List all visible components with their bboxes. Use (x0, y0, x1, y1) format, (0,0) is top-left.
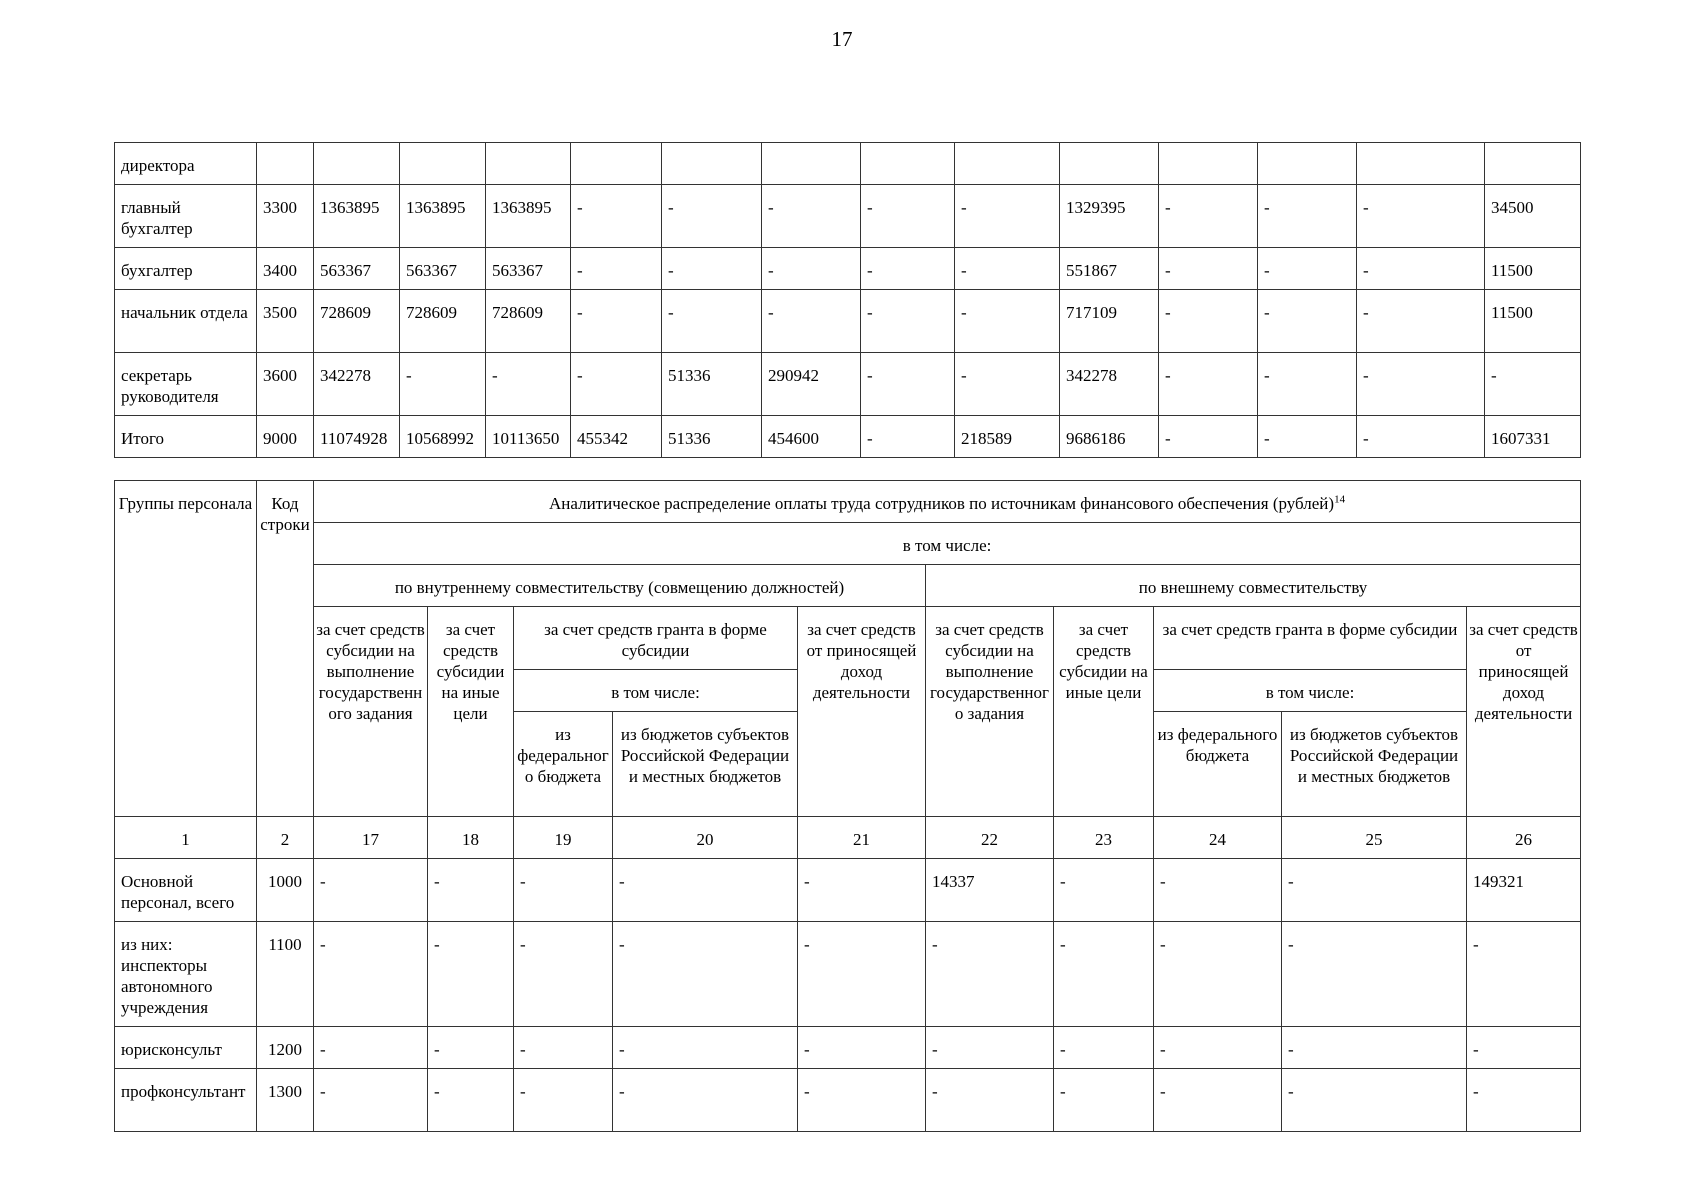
cell: - (1159, 248, 1258, 290)
cell: - (1357, 248, 1485, 290)
cell: - (514, 1027, 613, 1069)
column-number-row (115, 817, 1581, 859)
header-ext-in-total: в том числе: (1154, 670, 1467, 712)
cell: - (1467, 1027, 1581, 1069)
cell: - (1282, 859, 1467, 922)
row-code: 1200 (257, 1027, 314, 1069)
cell: 455342 (571, 416, 662, 458)
cell: - (1258, 290, 1357, 353)
cell: - (762, 185, 861, 248)
table-row (115, 859, 1581, 922)
header-int-regional: из бюджетов субъектов Российской Федерации и местных бюджетов (613, 712, 798, 817)
cell: - (1258, 416, 1357, 458)
row-label: директора (115, 143, 257, 185)
cell: - (1258, 248, 1357, 290)
cell: - (613, 1027, 798, 1069)
cell: - (762, 290, 861, 353)
header-ext-federal: из федерального бюджета (1154, 712, 1282, 817)
row-code: 1000 (257, 859, 314, 922)
cell: - (1054, 1069, 1154, 1132)
header-ext-subsidy-task: за счет средств субсидии на выполнение государственного задания (926, 607, 1054, 817)
cell (314, 143, 400, 185)
cell: 1363895 (400, 185, 486, 248)
cell: - (1054, 1027, 1154, 1069)
cell: - (571, 353, 662, 416)
row-code: 1300 (257, 1069, 314, 1132)
payroll-table-continued (114, 142, 1581, 458)
column-number: 19 (514, 817, 613, 859)
column-number: 20 (613, 817, 798, 859)
column-number: 22 (926, 817, 1054, 859)
cell: - (1159, 185, 1258, 248)
cell: - (571, 185, 662, 248)
row-code: 3300 (257, 185, 314, 248)
cell: - (486, 353, 571, 416)
page-number: 17 (831, 27, 853, 51)
header-row (115, 565, 1581, 607)
cell: - (1054, 922, 1154, 1027)
cell: - (514, 922, 613, 1027)
header-int-in-total: в том числе: (514, 670, 798, 712)
table-row (115, 1069, 1581, 1132)
cell: 728609 (400, 290, 486, 353)
header-ext-subsidy-other: за счет средств субсидии на иные цели (1054, 607, 1154, 817)
header-int-subsidy-other: за счет средств субсидии на иные цели (428, 607, 514, 817)
cell: - (1258, 353, 1357, 416)
table-row (115, 353, 1581, 416)
payroll-distribution-table (114, 480, 1581, 1132)
table-row (115, 143, 1581, 185)
cell: - (1154, 1027, 1282, 1069)
row-code: 3600 (257, 353, 314, 416)
cell: 728609 (314, 290, 400, 353)
cell (861, 143, 955, 185)
cell: 342278 (1060, 353, 1159, 416)
cell: - (861, 185, 955, 248)
cell: - (955, 290, 1060, 353)
cell: - (428, 922, 514, 1027)
cell: - (1154, 859, 1282, 922)
column-number: 1 (115, 817, 257, 859)
row-code: 3500 (257, 290, 314, 353)
cell: 51336 (662, 353, 762, 416)
cell: - (798, 922, 926, 1027)
row-label: Основной персонал, всего (115, 859, 257, 922)
cell: - (1467, 1069, 1581, 1132)
cell: - (1467, 922, 1581, 1027)
cell: - (1357, 290, 1485, 353)
row-code: 9000 (257, 416, 314, 458)
row-code (257, 143, 314, 185)
cell (662, 143, 762, 185)
cell: - (1357, 185, 1485, 248)
cell (1357, 143, 1485, 185)
cell: - (1159, 353, 1258, 416)
cell: 563367 (400, 248, 486, 290)
cell: - (861, 248, 955, 290)
cell: - (613, 1069, 798, 1132)
table-row (115, 1027, 1581, 1069)
cell: 551867 (1060, 248, 1159, 290)
cell: - (1154, 1069, 1282, 1132)
cell: - (1357, 416, 1485, 458)
cell: - (798, 859, 926, 922)
cell: - (861, 353, 955, 416)
header-group: Группы персонала (115, 481, 257, 817)
header-row (115, 481, 1581, 523)
cell (1485, 143, 1581, 185)
table-row (115, 185, 1581, 248)
cell: - (926, 922, 1054, 1027)
cell (571, 143, 662, 185)
cell: - (314, 859, 428, 922)
header-code: Код строки (257, 481, 314, 817)
table-row-total (115, 416, 1581, 458)
cell: - (662, 290, 762, 353)
cell: 1607331 (1485, 416, 1581, 458)
cell: - (955, 248, 1060, 290)
table-row (115, 290, 1581, 353)
header-row (115, 607, 1581, 670)
cell: - (1154, 922, 1282, 1027)
cell: 34500 (1485, 185, 1581, 248)
row-code: 1100 (257, 922, 314, 1027)
header-ext-regional: из бюджетов субъектов Российской Федерации и местных бюджетов (1282, 712, 1467, 817)
row-label: из них: инспекторы автономного учреждения (115, 922, 257, 1027)
header-ext-income: за счет средств от приносящей доход деятельности (1467, 607, 1581, 817)
cell (1258, 143, 1357, 185)
cell: 290942 (762, 353, 861, 416)
cell: 563367 (314, 248, 400, 290)
row-label: бухгалтер (115, 248, 257, 290)
row-label: главный бухгалтер (115, 185, 257, 248)
cell: - (861, 416, 955, 458)
cell: 149321 (1467, 859, 1581, 922)
cell: - (613, 859, 798, 922)
cell: 11074928 (314, 416, 400, 458)
header-external: по внешнему совместительству (926, 565, 1581, 607)
row-label: профконсультант (115, 1069, 257, 1132)
header-int-income: за счет средств от приносящей доход деятельности (798, 607, 926, 817)
cell: - (314, 922, 428, 1027)
cell: - (798, 1027, 926, 1069)
header-int-subsidy-task: за счет средств субсидии на выполнение государственного задания (314, 607, 428, 817)
column-number: 17 (314, 817, 428, 859)
cell: - (662, 185, 762, 248)
cell: - (428, 1069, 514, 1132)
cell: 10568992 (400, 416, 486, 458)
footnote-ref: 14 (1334, 493, 1346, 506)
header-int-federal: из федерального бюджета (514, 712, 613, 817)
cell: 454600 (762, 416, 861, 458)
cell (1060, 143, 1159, 185)
cell: 14337 (926, 859, 1054, 922)
cell: 218589 (955, 416, 1060, 458)
column-number: 2 (257, 817, 314, 859)
cell: - (861, 290, 955, 353)
cell: - (1282, 1027, 1467, 1069)
cell: - (514, 1069, 613, 1132)
cell: - (314, 1069, 428, 1132)
cell: 9686186 (1060, 416, 1159, 458)
cell: - (1258, 185, 1357, 248)
cell: - (662, 248, 762, 290)
column-number: 24 (1154, 817, 1282, 859)
cell: - (926, 1027, 1054, 1069)
cell: - (571, 290, 662, 353)
column-number: 21 (798, 817, 926, 859)
cell (762, 143, 861, 185)
table-row (115, 248, 1581, 290)
cell: - (762, 248, 861, 290)
header-main-title: Аналитическое распределение оплаты труда сотрудников по источникам финансового обеспечения (рублей)$^{14}$ (314, 481, 1581, 523)
cell: - (428, 1027, 514, 1069)
cell: - (955, 185, 1060, 248)
row-label: начальник отдела (115, 290, 257, 353)
cell: - (1054, 859, 1154, 922)
header-int-grant: за счет средств гранта в форме субсидии (514, 607, 798, 670)
cell: 717109 (1060, 290, 1159, 353)
row-label: секретарь руководителя (115, 353, 257, 416)
cell: - (1159, 290, 1258, 353)
row-label: Итого (115, 416, 257, 458)
cell: 51336 (662, 416, 762, 458)
cell (955, 143, 1060, 185)
cell: - (1485, 353, 1581, 416)
cell: - (613, 922, 798, 1027)
cell: - (571, 248, 662, 290)
cell: - (428, 859, 514, 922)
cell: 342278 (314, 353, 400, 416)
cell: 728609 (486, 290, 571, 353)
cell: - (1282, 1069, 1467, 1132)
cell: - (314, 1027, 428, 1069)
row-code: 3400 (257, 248, 314, 290)
cell: 1329395 (1060, 185, 1159, 248)
column-number: 23 (1054, 817, 1154, 859)
cell: 11500 (1485, 290, 1581, 353)
table-row (115, 922, 1581, 1027)
cell: - (514, 859, 613, 922)
column-number: 25 (1282, 817, 1467, 859)
column-number: 18 (428, 817, 514, 859)
header-ext-grant: за счет средств гранта в форме субсидии (1154, 607, 1467, 670)
cell: - (926, 1069, 1054, 1132)
cell: - (400, 353, 486, 416)
cell: - (1357, 353, 1485, 416)
cell (1159, 143, 1258, 185)
cell: - (1282, 922, 1467, 1027)
column-number: 26 (1467, 817, 1581, 859)
cell: - (1159, 416, 1258, 458)
cell: 11500 (1485, 248, 1581, 290)
cell: - (955, 353, 1060, 416)
cell: 1363895 (314, 185, 400, 248)
header-in-total: в том числе: (314, 523, 1581, 565)
row-label: юрисконсульт (115, 1027, 257, 1069)
cell: 563367 (486, 248, 571, 290)
header-internal: по внутреннему совместительству (совмещению должностей) (314, 565, 926, 607)
cell (486, 143, 571, 185)
header-row (115, 523, 1581, 565)
cell: - (798, 1069, 926, 1132)
cell: 1363895 (486, 185, 571, 248)
cell: 10113650 (486, 416, 571, 458)
cell (400, 143, 486, 185)
